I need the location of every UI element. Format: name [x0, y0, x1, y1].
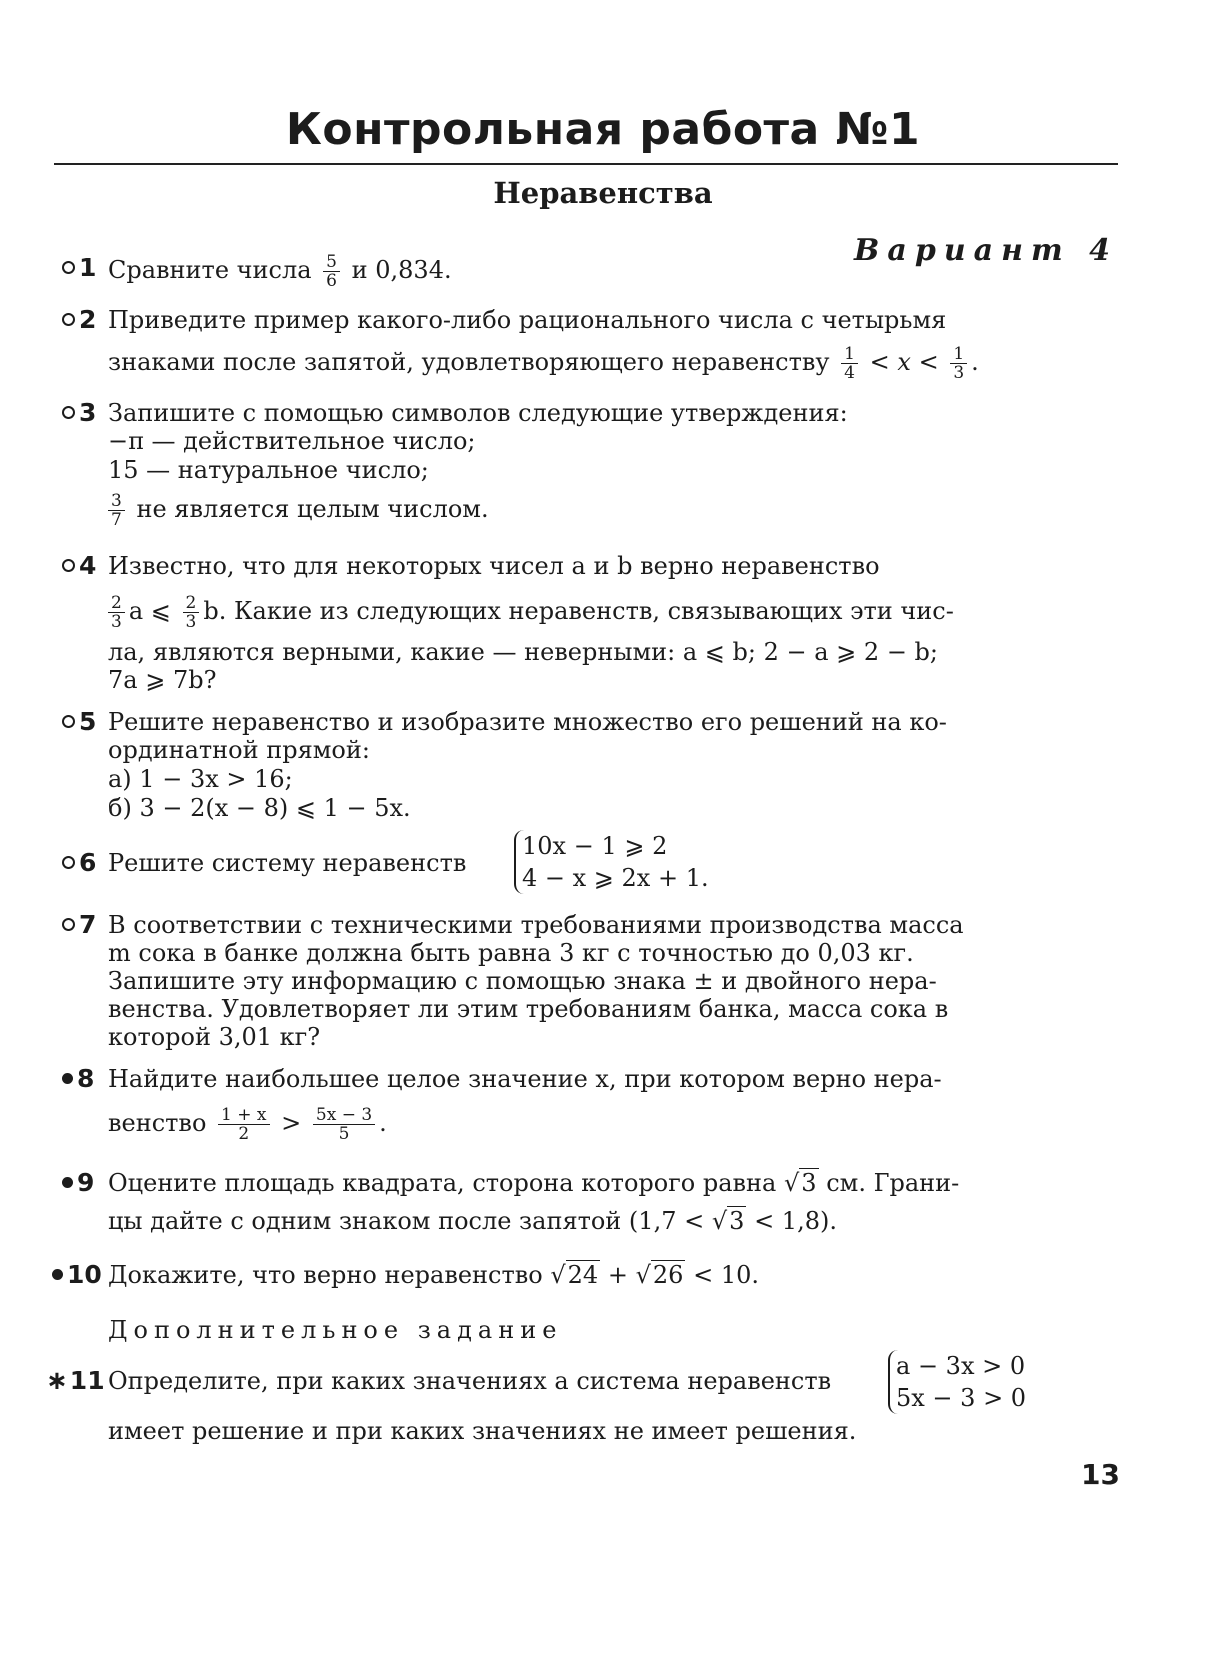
task-10-number: 10 [52, 1260, 102, 1290]
page-number: 13 [1081, 1458, 1120, 1491]
task-2-number: 2 [62, 305, 96, 335]
task-4-line-2: $\frac{2}{3}$ a ⩽ $\frac{2}{3}$ b. Какие из следующих неравенств, связывающих эти чис- [104, 594, 954, 631]
basic-level-circle-icon [62, 406, 75, 419]
basic-level-circle-icon [62, 261, 75, 274]
system-row-1: a − 3x > 0 [896, 1352, 1026, 1380]
square-root: √26 [635, 1261, 684, 1289]
task-5-line-4: б) 3 − 2(x − 8) ⩽ 1 − 5x. [108, 794, 411, 822]
system-row-1: 10x − 1 ⩾ 2 [522, 832, 668, 860]
task-9-number: 9 [62, 1168, 94, 1198]
task-11-line-2: имеет решение и при каких значениях не имеет решения. [108, 1417, 857, 1445]
task-10-text: Докажите, что верно неравенство √24 + √26 < 10. [108, 1261, 759, 1289]
advanced-level-dot-icon [62, 1073, 73, 1084]
fraction: $\frac{5}{6}$ [323, 253, 340, 290]
task-2-line-1: Приведите пример какого-либо рационального числа с четырьмя [108, 306, 947, 334]
star-icon: ∗ [46, 1366, 68, 1396]
task-5-line-3: а) 1 − 3x > 16; [108, 765, 293, 793]
task-5-line-1: Решите неравенство и изобразите множество его решений на ко- [108, 708, 947, 736]
task-9-line-1: Оцените площадь квадрата, сторона которого равна √3 см. Грани- [108, 1169, 960, 1197]
task-3-line-3: 15 — натуральное число; [108, 456, 429, 484]
task-4-line-3: ла, являются верными, какие — неверными: a ⩽ b; 2 − a ⩾ 2 − b; [108, 638, 939, 666]
section-subtitle: Неравенства [493, 176, 713, 210]
extra-task-heading: Дополнительное задание [108, 1316, 563, 1344]
system-row-2: 5x − 3 > 0 [896, 1384, 1027, 1412]
page-title: Контрольная работа №1 [285, 104, 921, 155]
task-11-system [888, 1350, 1026, 1414]
title-divider [54, 163, 1118, 165]
task-5-line-2: ординатной прямой: [108, 736, 370, 764]
task-4-line-1: Известно, что для некоторых чисел a и b верно неравенство [108, 552, 880, 580]
task-3-number: 3 [62, 398, 96, 428]
task-8-line-2: венство $\frac{1 + x}{2}$ > $\frac{5x - 3}{5}$ . [108, 1105, 387, 1144]
task-8-number: 8 [62, 1064, 94, 1094]
advanced-level-dot-icon [62, 1177, 73, 1188]
task-7-number: 7 [62, 910, 96, 940]
square-root: √3 [711, 1207, 745, 1235]
task-1-number: 1 [62, 253, 96, 283]
system-row-2: 4 − x ⩾ 2x + 1. [522, 864, 709, 892]
task-9-line-2: цы дайте с одним знаком после запятой (1,7 < √3 < 1,8). [108, 1207, 837, 1235]
task-7-line-5: которой 3,01 кг? [108, 1023, 321, 1051]
task-4-number: 4 [62, 551, 96, 581]
basic-level-circle-icon [62, 559, 75, 572]
task-4-line-4: 7a ⩾ 7b? [108, 666, 217, 694]
task-6-number: 6 [62, 848, 96, 878]
task-5-number: 5 [62, 707, 96, 737]
square-root: √3 [784, 1169, 817, 1197]
task-3-line-2: −π — действительное число; [108, 427, 476, 455]
task-3-line-4: $\frac{3}{7}$ не является целым числом. [104, 492, 489, 529]
task-8-line-1: Найдите наибольшее целое значение x, при котором верно нера- [108, 1065, 942, 1093]
basic-level-circle-icon [62, 313, 75, 326]
task-11-line-1: Определите, при каких значениях a система неравенств [108, 1367, 832, 1395]
square-root: √24 [550, 1261, 599, 1289]
task-3-line-1: Запишите с помощью символов следующие утверждения: [108, 399, 848, 427]
advanced-level-dot-icon [52, 1269, 63, 1280]
task-2-line-2: знаками после запятой, удовлетворяющего неравенству $\frac{1}{4}$ < x < $\frac{1}{3}$ . [108, 344, 979, 383]
task-11-number: ∗11 [46, 1366, 105, 1396]
task-7-line-1: В соответствии с техническими требованиями производства масса [108, 911, 964, 939]
task-1-text: Сравните числа $\frac{5}{6}$ и 0,834. [108, 252, 452, 291]
task-6-text: Решите систему неравенств [108, 849, 467, 877]
basic-level-circle-icon [62, 856, 75, 869]
task-7-line-4: венства. Удовлетворяет ли этим требованиям банка, масса сока в [108, 995, 949, 1023]
task-7-line-2: m сока в банке должна быть равна 3 кг с точностью до 0,03 кг. [108, 939, 914, 967]
task-6-system [514, 830, 709, 894]
variant-label: Вариант 4 [854, 233, 1118, 268]
task-7-line-3: Запишите эту информацию с помощью знака ± и двойного нера- [108, 967, 937, 995]
basic-level-circle-icon [62, 715, 75, 728]
basic-level-circle-icon [62, 918, 75, 931]
